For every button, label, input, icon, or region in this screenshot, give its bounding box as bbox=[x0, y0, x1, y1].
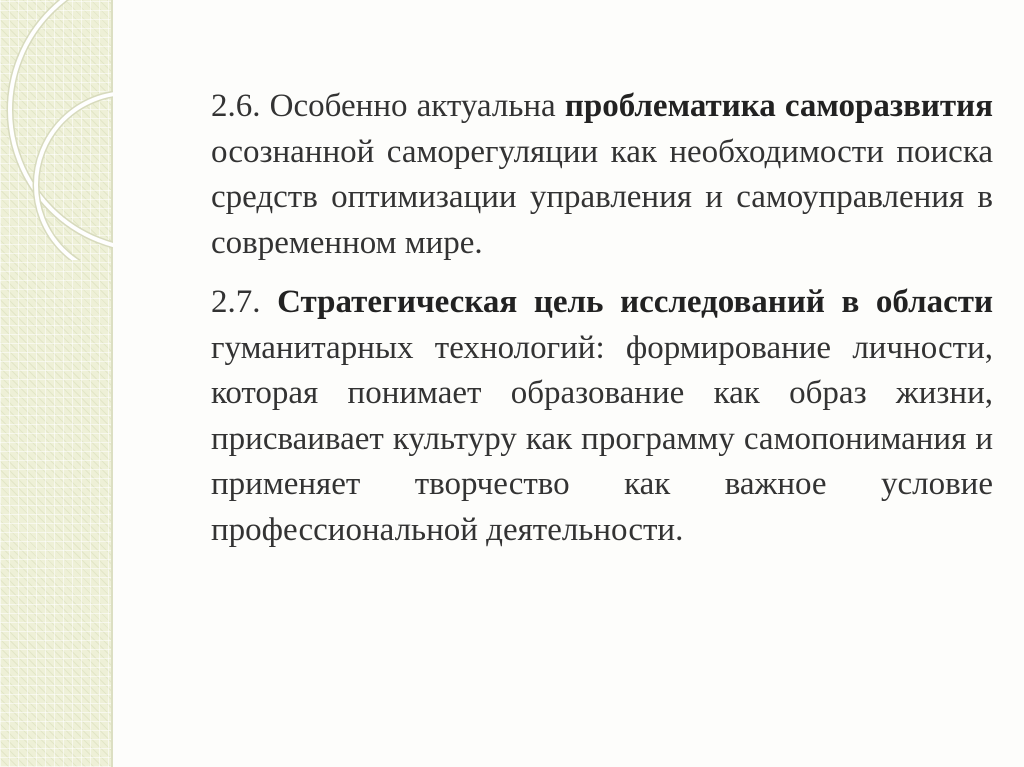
paragraph-text-after: осознанной саморегуляции как необходимости поиска средств оптимизации управления и самоуправления в современном мире. bbox=[211, 133, 993, 261]
paragraph-bold-text: Стратегическая цель исследований в области bbox=[277, 284, 993, 320]
paragraph-number: 2.6. bbox=[211, 88, 261, 124]
paragraph-number: 2.7. bbox=[211, 284, 261, 320]
paragraph-text-before: Особенно актуальна bbox=[269, 88, 556, 124]
paragraph-bold-text: проблематика саморазвития bbox=[564, 88, 994, 124]
paragraph-2-7 bbox=[211, 280, 993, 553]
decorative-side-panel bbox=[0, 0, 113, 767]
decorative-rings-icon bbox=[0, 0, 113, 260]
paragraph-text-after: гуманитарных технологий: формирование личности, которая понимает образование как образ жизни, присваивает культуру как программу самопонимания и применяет творчество как важное условие профессиональной деятельности. bbox=[211, 329, 993, 548]
slide-text-body bbox=[211, 84, 993, 553]
paragraph-2-6 bbox=[211, 84, 993, 266]
